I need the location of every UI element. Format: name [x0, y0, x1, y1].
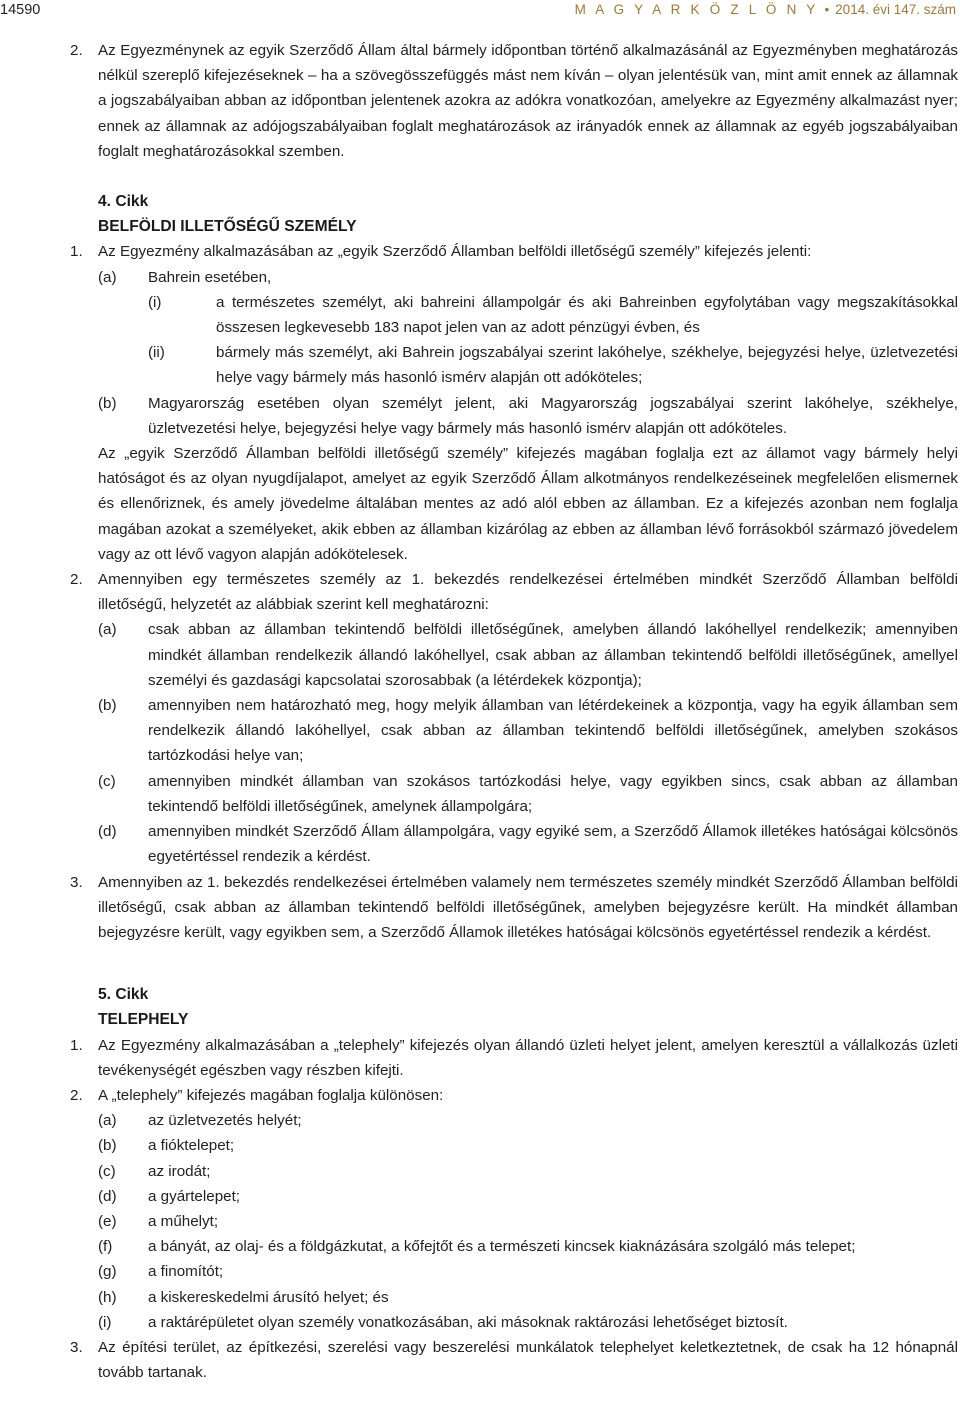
item-text: amennyiben mindkét államban van szokásos tartózkodási helye, vagy egyikben sincs, csak abban az államban tekintendő belföldi illetőségűnek, amelynek állampolgára;	[148, 772, 958, 815]
item-text: az irodát;	[148, 1162, 211, 1180]
issue-number: 2014. évi 147. szám	[835, 2, 956, 17]
page-header	[0, 2, 958, 18]
item-text: a raktárépületet olyan személy vonatkozásában, aki másoknak raktározási lehetőséget biztosít.	[148, 1313, 788, 1331]
paragraph-text: Az Egyezmény alkalmazásában az „egyik Szerződő Államban belföldi illetőségű személy” kifejezés jelenti:	[98, 243, 812, 261]
paragraph-3-2	[72, 38, 958, 164]
item-text: bármely más személyt, aki Bahrein jogszabályai szerint lakóhelye, székhelye, bejegyzési helye, üzletvezetési helye vagy bármely más hasonló ismérv alapján ott adóköteles;	[216, 344, 958, 387]
list-item	[72, 1159, 958, 1184]
paragraph-text: Az Egyezmény alkalmazásában a „telephely” kifejezés olyan állandó üzleti helyet jelent, amelyen keresztül a vállalkozás üzleti tevékenységét egészben vagy részben kifejti.	[98, 1036, 958, 1079]
list-item	[72, 391, 958, 441]
document-body	[72, 38, 958, 1385]
paragraph-text: Az Egyezménynek az egyik Szerződő Állam által bármely időpontban történő alkalmazásánál az Egyezményben meghatározás nélkül szereplő kifejezéseknek – ha a szövegösszefüggés mást nem kíván – olyan jelentésük van, mint amit ennek az államnak a jogszabályaiban abban az időpontban jelentenek azokra az adókra vonatkozóan, amelyekre az Egyezmény alkalmazást nyer; ennek az államnak az adójogszabályaiban foglalt meghatározások az irányadók ennek az államnak az egyéb jogszabályaiban foglalt meghatározásokkal szemben.	[98, 42, 958, 160]
list-item	[72, 769, 958, 819]
list-subitem	[72, 340, 958, 390]
paragraph-continuation: Az „egyik Szerződő Államban belföldi illetőségű személy” kifejezés magában foglalja ezt az államot vagy bármely helyi hatóságot és az olyan nyugdíjalapot, amelyet az egyik Szerződő Állam alkotmányos rendelkezéseinek megfelelően elismernek és ellenőriznek, és amely jövedelme általában mentes az adó alól ebben az államban. Ez a kifejezés azonban nem foglalja magában azokat a személyeket, akik ebben az államban kizárólag az ebben az államban lévő forrásokból származó jövedelem vagy az ott lévő vagyon alapján adókötelesek.	[98, 445, 958, 563]
article-4-paragraph-3	[72, 870, 958, 946]
article-4-paragraph-1	[72, 239, 958, 264]
article-5-paragraph-1	[72, 1033, 958, 1083]
item-label: (a)	[98, 268, 117, 286]
list-subitem	[72, 290, 958, 340]
list-item	[72, 1234, 958, 1259]
list-item	[72, 693, 958, 769]
item-label: (d)	[98, 823, 117, 841]
paragraph-number: 3.	[70, 873, 83, 891]
gazette-title: M A G Y A R K Ö Z L Ö N Y	[574, 2, 819, 17]
item-label: (b)	[98, 697, 117, 715]
item-label: (ii)	[148, 344, 165, 362]
paragraph-text: Az építési terület, az építkezési, szerelési vagy beszerelési munkálatok telephelyet keletkeztetnek, de csak ha 12 hónapnál tovább tartanak.	[98, 1338, 958, 1382]
article-5-paragraph-2	[72, 1083, 958, 1108]
list-item	[72, 617, 958, 693]
item-text: Bahrein esetében,	[148, 268, 272, 286]
article-4-paragraph-2	[72, 567, 958, 617]
paragraph-number: 2.	[70, 1086, 83, 1104]
paragraph-number: 3.	[70, 1338, 83, 1356]
item-text: a természetes személyt, aki bahreini állampolgár és aki Bahreinben egyfolytában vagy megszakításokkal összesen legkevesebb 183 napot jelen van az adott pénzügyi évben, és	[216, 293, 958, 337]
item-label: (a)	[98, 1112, 117, 1130]
article-5-number: 5. Cikk	[98, 986, 149, 1004]
list-item	[72, 1184, 958, 1209]
item-text: amennyiben mindkét Szerződő Állam állampolgára, vagy egyiké sem, a Szerződő Államok illetékes hatóságai kölcsönös egyetértéssel rendezik a kérdést.	[148, 823, 958, 866]
article-4-title: BELFÖLDI ILLETŐSÉGŰ SZEMÉLY	[98, 218, 357, 236]
item-text: a gyártelepet;	[148, 1187, 241, 1205]
item-text: a fióktelepet;	[148, 1137, 235, 1155]
item-label: (d)	[98, 1187, 117, 1205]
item-text: a bányát, az olaj- és a földgázkutat, a kőfejtőt és a természeti kincsek kiaknázására szolgáló más telepet;	[148, 1238, 856, 1256]
item-label: (f)	[98, 1238, 113, 1256]
list-item	[72, 1209, 958, 1234]
article-5-title: TELEPHELY	[98, 1011, 189, 1029]
list-item	[72, 819, 958, 869]
paragraph-number: 1.	[70, 243, 83, 261]
item-label: (b)	[98, 394, 117, 412]
item-text: az üzletvezetés helyét;	[148, 1112, 302, 1130]
page-number: 14590	[0, 2, 41, 18]
item-label: (i)	[148, 293, 162, 311]
list-item	[72, 1133, 958, 1158]
header-bullet: •	[824, 2, 830, 17]
list-item	[72, 1310, 958, 1335]
list-item	[72, 1285, 958, 1310]
list-item	[72, 265, 958, 290]
item-text: csak abban az államban tekintendő belföldi illetőségűnek, amelyben állandó lakóhellyel rendelkezik; amennyiben mindkét államban rendelkezik állandó lakóhellyel, csak abban az államban tekintendő belföldi illetőségűnek, amellyel személyi és gazdasági kapcsolatai szorosabbak (a létérdekek központja);	[148, 621, 958, 689]
item-label: (i)	[98, 1313, 112, 1331]
article-4-number: 4. Cikk	[98, 193, 149, 211]
paragraph-number: 2.	[70, 42, 83, 59]
item-text: amennyiben nem határozható meg, hogy melyik államban van létérdekeinek a központja, vagy ha egyik államban sem rendelkezik állandó lakóhellyel, csak abban az államban tekintendő belföldi illetőségűnek, amelyben szokásos tartózkodási helye van;	[148, 697, 958, 765]
item-text: a finomítót;	[148, 1263, 224, 1281]
running-header	[575, 2, 956, 17]
item-label: (c)	[98, 1162, 116, 1180]
paragraph-number: 1.	[70, 1036, 83, 1054]
paragraph-text: Amennyiben egy természetes személy az 1. bekezdés rendelkezései értelmében mindkét Szerződő Államban belföldi illetőségű, helyzetét az alábbiak szerint kell meghatározni:	[98, 571, 958, 614]
item-label: (b)	[98, 1137, 117, 1155]
paragraph-text: Amennyiben az 1. bekezdés rendelkezései értelmében valamely nem természetes személy mindkét Szerződő Államban belföldi illetőségű, csak abban az államban tekintendő belföldi illetőségűnek, amelyben bejegyzésre került. Ha mindkét államban bejegyzésre került, vagy egyikben sem, a Szerződő Államok illetékes hatóságai kölcsönös egyetértéssel rendezik a kérdést.	[98, 873, 958, 941]
item-text: Magyarország esetében olyan személyt jelent, aki Magyarország jogszabályai szerint lakóhelye, székhelye, üzletvezetési helye, bejegyzési helye vagy bármely más hasonló ismérv alapján ott adóköteles.	[148, 394, 958, 437]
item-label: (e)	[98, 1212, 117, 1230]
item-text: a kiskereskedelmi árusító helyet; és	[148, 1288, 389, 1306]
item-label: (c)	[98, 772, 116, 790]
article-5-paragraph-3	[72, 1335, 958, 1385]
item-label: (g)	[98, 1263, 117, 1281]
list-item	[72, 1259, 958, 1284]
paragraph-text: A „telephely” kifejezés magában foglalja különösen:	[98, 1086, 444, 1104]
item-text: a műhelyt;	[148, 1212, 219, 1230]
paragraph-number: 2.	[70, 571, 83, 589]
item-label: (a)	[98, 621, 117, 639]
item-label: (h)	[98, 1288, 117, 1306]
list-item	[72, 1108, 958, 1133]
